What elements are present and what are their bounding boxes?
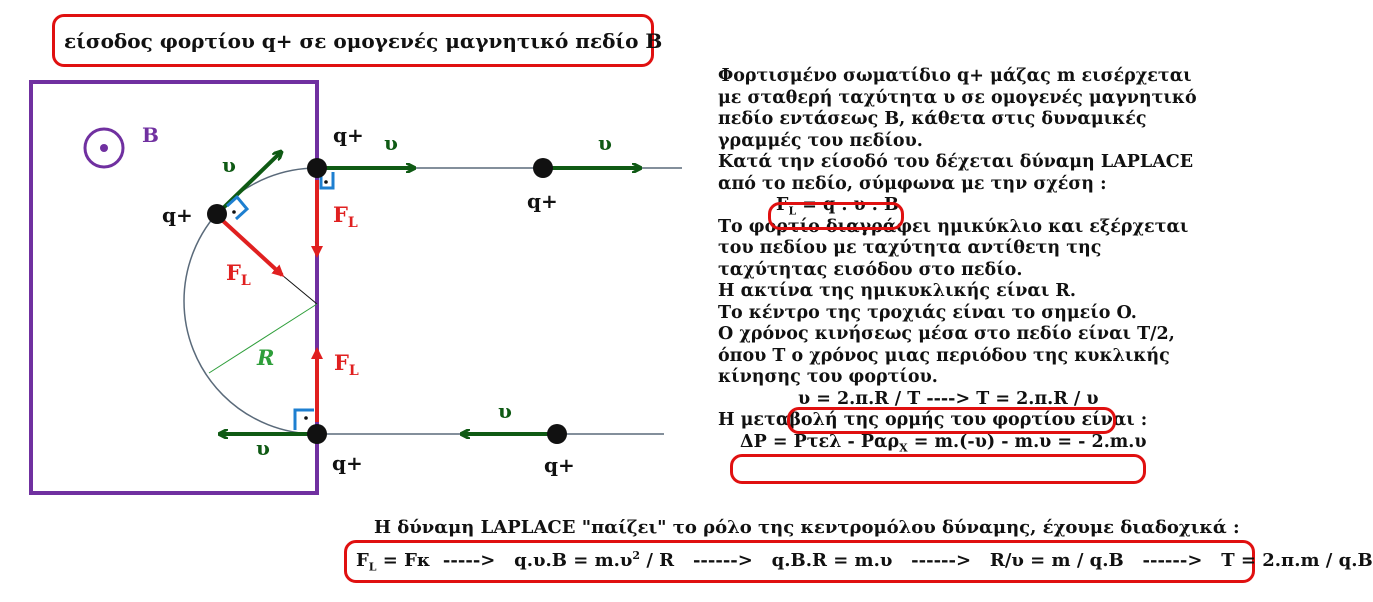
charge-exit — [307, 424, 327, 444]
field-dot-icon — [100, 144, 108, 152]
momentum-intro: Η μεταβολή της ορμής του φορτίου είναι : — [718, 410, 1148, 430]
charge-outside-top — [533, 158, 553, 178]
radius-label: R — [257, 345, 275, 370]
laplace-formula: $F_L = q$ . υ . B — [776, 195, 899, 218]
force-label-bottom: $F_L$ — [334, 350, 359, 379]
velocity-label-entry: υ — [384, 131, 398, 155]
description-line: Το κέντρο της τροχιάς είναι το σημείο O. — [718, 302, 1137, 323]
velocity-label-outside-bottom: υ — [498, 399, 512, 423]
velocity-label-mid: υ — [222, 153, 236, 177]
velocity-label-exit: υ — [256, 436, 270, 460]
laplace-formula-frame — [768, 202, 904, 230]
description-line: από το πεδίο, σύμφωνα με την σχέση : — [718, 173, 1107, 194]
charge-label-exit: q+ — [332, 451, 363, 475]
description-line: Ο χρόνος κινήσεως μέσα στο πεδίο είναι T/2, — [718, 324, 1175, 344]
description-line: Το φορτίο διαγράφει ημικύκλιο και εξέρχεται — [718, 216, 1189, 237]
description-line: κίνησης του φορτίου. — [718, 367, 938, 387]
charge-entry — [307, 158, 327, 178]
description-line: γραμμές του πεδίου. — [718, 130, 923, 151]
description-text — [718, 66, 1258, 453]
description-line: όπου T ο χρόνος μιας περιόδου της κυκλικής — [718, 345, 1170, 366]
force-label-top: $F_L$ — [333, 202, 358, 231]
derivation-formula: $F_L = F\kappa$ -----> $q.\upsilon.B = m.\upsilon^2 / R$ ------> q.B.R = m.υ ------> R/υ = m / q.B ------> T = 2.π.m / q.B — [356, 549, 1373, 574]
charge-label-mid: q+ — [162, 203, 193, 227]
velocity-formula: υ = 2.π.R / T ----> T = 2.π.R / υ — [798, 388, 1099, 409]
radius-line-black — [282, 275, 317, 304]
description-line: Φορτισμένο σωματίδιο q+ μάζας m εισέρχεται — [718, 66, 1192, 86]
velocity-label-outside-top: υ — [598, 131, 612, 155]
description-line: πεδίο εντάσεως B, κάθετα στις δυναμικές — [718, 109, 1147, 129]
right-angle-dot-top — [324, 180, 328, 184]
charge-mid — [207, 204, 227, 224]
momentum-formula: ΔP = Pτελ - Pαρ$_X$ = m.(-υ) - m.υ = - 2.m.υ — [740, 431, 1147, 454]
right-angle-dot-mid — [232, 210, 236, 214]
right-angle-dot-bottom — [304, 416, 308, 420]
diagram-title: είσοδος φορτίου q+ σε ομογενές μαγνητικό πεδίο B — [64, 29, 663, 53]
semicircle-trajectory — [184, 168, 317, 434]
description-line: Η ακτίνα της ημικυκλικής είναι R. — [718, 281, 1077, 301]
charge-label-outside-bottom: q+ — [544, 453, 575, 477]
field-region — [31, 82, 317, 493]
magnetic-field-diagram — [0, 0, 700, 510]
description-line: με σταθερή ταχύτητα υ σε ομογενές μαγνητικό — [718, 87, 1197, 108]
description-line: ταχύτητας εισόδου στο πεδίο. — [718, 259, 1023, 280]
centripetal-intro: Η δύναμη LAPLACE "παίζει" το ρόλο της κεντρομόλου δύναμης, έχουμε διαδοχικά : — [374, 517, 1240, 538]
charge-label-outside-top: q+ — [527, 189, 558, 213]
charge-label-entry: q+ — [333, 123, 364, 147]
description-line: του πεδίου με ταχύτητα αντίθετη της — [718, 238, 1102, 258]
momentum-formula-frame — [730, 454, 1146, 484]
description-line: Κατά την είσοδό του δέχεται δύναμη LAPLACE — [718, 152, 1194, 172]
field-label: B — [142, 123, 159, 147]
force-label-mid: $F_L$ — [226, 260, 251, 289]
velocity-formula-frame — [787, 407, 1116, 434]
charge-outside-bottom — [547, 424, 567, 444]
